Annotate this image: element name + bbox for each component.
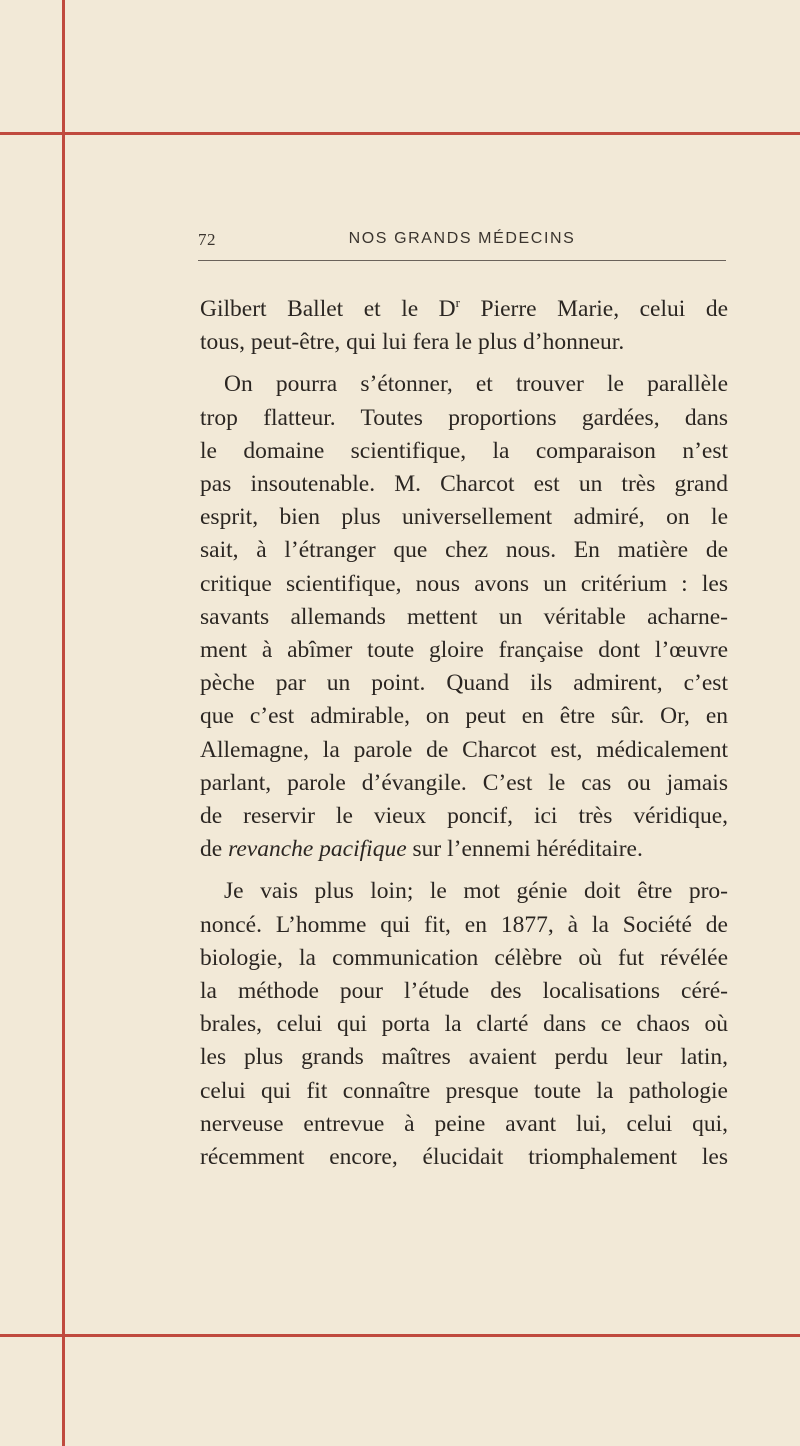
margin-rule-bottom: [0, 1334, 800, 1337]
text-line: On pourra s’étonner, et trouver le parallèle: [224, 371, 728, 398]
text-line: pas insoutenable. M. Charcot est un très grand: [200, 471, 728, 498]
page-number: 72: [198, 230, 216, 249]
text-line: que c’est admirable, on peut en être sûr. Or, en: [200, 703, 728, 730]
text-line: noncé. L’homme qui fit, en 1877, à la Société de: [200, 911, 728, 938]
text-line: savants allemands mettent un véritable acharne-: [200, 603, 728, 630]
text-line: celui qui fit connaître presque toute la pathologie: [200, 1077, 728, 1104]
text-line: le domaine scientifique, la comparaison n’est: [200, 437, 728, 464]
text-line: trop flatteur. Toutes proportions gardées, dans: [200, 404, 728, 431]
text-line: brales, celui qui porta la clarté dans ce chaos où: [200, 1011, 728, 1038]
paragraph-2: [200, 368, 728, 866]
margin-rule-vertical: [62, 0, 65, 1446]
page-header: [198, 230, 726, 261]
paragraph-3: [200, 875, 728, 1174]
text-line: esprit, bien plus universellement admiré, on le: [200, 504, 728, 531]
text-line: sait, à l’étranger que chez nous. En matière de: [200, 537, 728, 564]
body-text: [200, 293, 728, 1174]
margin-rule-top: [0, 132, 800, 135]
text-line: Je vais plus loin; le mot génie doit être pro-: [224, 878, 728, 905]
text-line: pèche par un point. Quand ils admirent, c’est: [200, 670, 728, 697]
text-line: parlant, parole d’évangile. C’est le cas ou jamais: [200, 769, 728, 796]
text-line: de reservir le vieux poncif, ici très véridique,: [200, 803, 728, 830]
text-line: biologie, la communication célèbre où fut révélée: [200, 944, 728, 971]
text-line: Gilbert Ballet et le $D^r$ Pierre Marie, celui de: [200, 295, 728, 322]
italic-phrase: revanche pacifique: [228, 836, 407, 863]
text-line: tous, peut-être, qui lui fera le plus d’honneur.: [200, 329, 625, 356]
paragraph-1: [200, 293, 728, 359]
text-line: de revanche pacifique sur l’ennemi héréditaire.: [200, 836, 643, 863]
superscript: r: [455, 295, 460, 310]
text-line: ment à abîmer toute gloire française dont l’œuvre: [200, 637, 728, 664]
text-line: récemment encore, élucidait triomphalement les: [200, 1144, 728, 1171]
text-line: nerveuse entrevue à peine avant lui, celui qui,: [200, 1110, 728, 1137]
text-line: les plus grands maîtres avaient perdu leur latin,: [200, 1044, 728, 1071]
text-line: la méthode pour l’étude des localisations céré-: [200, 978, 728, 1005]
text-line: critique scientifique, nous avons un critérium : les: [200, 570, 728, 597]
text-line: Allemagne, la parole de Charcot est, médicalement: [200, 736, 728, 763]
running-head: NOS GRANDS MÉDECINS: [348, 230, 576, 247]
